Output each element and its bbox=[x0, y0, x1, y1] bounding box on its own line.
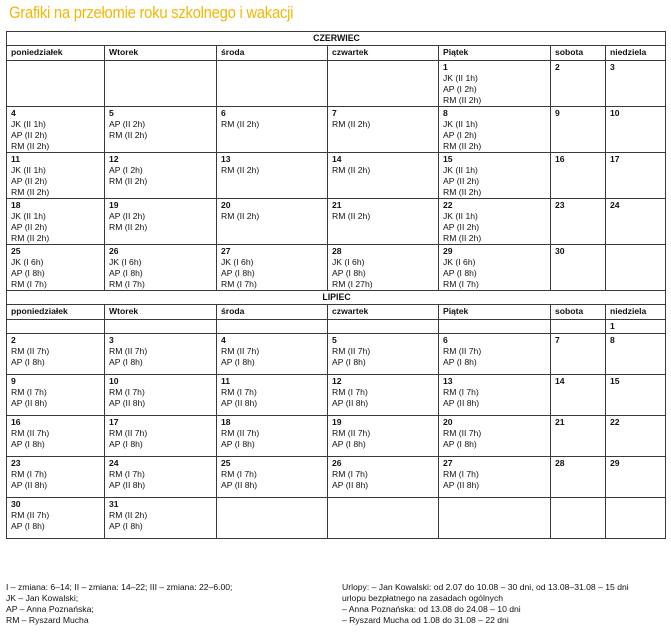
day-cell bbox=[606, 245, 666, 291]
shift-entry: RM (I 7h) bbox=[109, 279, 145, 289]
weekday-header: czwartek bbox=[328, 305, 439, 320]
day-cell bbox=[7, 334, 105, 375]
day-number: 8 bbox=[610, 335, 615, 345]
day-cell bbox=[439, 498, 551, 539]
day-cell bbox=[551, 199, 606, 245]
day-number: 9 bbox=[11, 376, 16, 386]
shift-entry: RM (I 7h) bbox=[109, 387, 145, 397]
shift-entry: AP (II 2h) bbox=[109, 211, 146, 221]
day-cell bbox=[328, 334, 439, 375]
weekday-header: Wtorek bbox=[105, 305, 217, 320]
shift-entry: RM (II 2h) bbox=[11, 187, 50, 197]
day-number: 22 bbox=[610, 417, 620, 427]
week-row bbox=[7, 457, 666, 498]
shift-entry: AP (I 8h) bbox=[443, 439, 477, 449]
day-cell bbox=[551, 457, 606, 498]
shift-entry: AP (I 8h) bbox=[443, 357, 477, 367]
shift-entry: RM (I 7h) bbox=[443, 387, 479, 397]
day-cell bbox=[7, 320, 105, 334]
day-number: 27 bbox=[221, 246, 231, 256]
shift-entry: RM (II 7h) bbox=[109, 428, 148, 438]
day-cell bbox=[606, 416, 666, 457]
day-number: 19 bbox=[109, 200, 119, 210]
day-number: 1 bbox=[443, 62, 448, 72]
shift-entry: AP (I 8h) bbox=[443, 268, 477, 278]
day-cell bbox=[7, 498, 105, 539]
day-number: 24 bbox=[109, 458, 119, 468]
shift-entry: AP (I 8h) bbox=[221, 357, 255, 367]
day-cell bbox=[105, 199, 217, 245]
shift-entry: JK (I 6h) bbox=[443, 257, 476, 267]
shift-entry: AP (I 2h) bbox=[443, 130, 477, 140]
shift-entry: AP (II 2h) bbox=[11, 222, 48, 232]
day-number: 6 bbox=[221, 108, 226, 118]
legend-line: JK – Jan Kowalski; bbox=[6, 593, 79, 603]
shift-entry: AP (I 8h) bbox=[109, 357, 143, 367]
day-cell bbox=[7, 375, 105, 416]
day-number: 13 bbox=[443, 376, 453, 386]
shift-entry: JK (II 1h) bbox=[443, 119, 478, 129]
shift-entry: RM (I 7h) bbox=[332, 387, 368, 397]
day-number: 17 bbox=[610, 154, 620, 164]
shift-entry: RM (I 7h) bbox=[221, 279, 257, 289]
day-number: 29 bbox=[610, 458, 620, 468]
day-cell bbox=[105, 153, 217, 199]
week-row bbox=[7, 416, 666, 457]
shift-entry: AP (I 8h) bbox=[11, 521, 45, 531]
shift-entry: AP (I 2h) bbox=[443, 84, 477, 94]
shift-entry: JK (II 1h) bbox=[443, 73, 478, 83]
week-row bbox=[7, 199, 666, 245]
day-number: 9 bbox=[555, 108, 560, 118]
month-title: LIPIEC bbox=[7, 291, 666, 305]
day-cell bbox=[439, 61, 551, 107]
day-cell bbox=[439, 334, 551, 375]
day-cell bbox=[217, 245, 328, 291]
shift-entry: RM (II 2h) bbox=[109, 222, 148, 232]
day-number: 7 bbox=[555, 335, 560, 345]
day-number: 20 bbox=[443, 417, 453, 427]
day-cell bbox=[7, 153, 105, 199]
day-number: 31 bbox=[109, 499, 119, 509]
shift-entry: RM (II 2h) bbox=[443, 233, 482, 243]
day-cell bbox=[551, 334, 606, 375]
day-number: 15 bbox=[443, 154, 453, 164]
shift-entry: AP (I 8h) bbox=[221, 268, 255, 278]
shift-entry: RM (II 2h) bbox=[443, 141, 482, 151]
day-cell bbox=[328, 153, 439, 199]
day-cell bbox=[217, 153, 328, 199]
day-cell bbox=[551, 61, 606, 107]
day-cell bbox=[551, 375, 606, 416]
day-cell bbox=[7, 416, 105, 457]
day-cell bbox=[606, 320, 666, 334]
day-number: 16 bbox=[11, 417, 21, 427]
legend-line: RM – Ryszard Mucha bbox=[6, 615, 89, 625]
day-number: 11 bbox=[221, 376, 231, 386]
day-number: 24 bbox=[610, 200, 620, 210]
weekday-header: sobota bbox=[551, 46, 606, 61]
day-cell bbox=[105, 416, 217, 457]
week-row bbox=[7, 334, 666, 375]
day-number: 14 bbox=[332, 154, 342, 164]
day-cell bbox=[328, 375, 439, 416]
day-number: 14 bbox=[555, 376, 565, 386]
shift-entry: RM (II 7h) bbox=[109, 346, 148, 356]
day-number: 4 bbox=[11, 108, 16, 118]
day-number: 10 bbox=[610, 108, 620, 118]
shift-entry: AP (I 2h) bbox=[109, 165, 143, 175]
day-cell bbox=[105, 457, 217, 498]
day-cell bbox=[439, 320, 551, 334]
day-number: 25 bbox=[11, 246, 21, 256]
day-cell bbox=[217, 416, 328, 457]
day-cell bbox=[217, 320, 328, 334]
shift-entry: RM (II 2h) bbox=[332, 165, 371, 175]
day-cell bbox=[606, 334, 666, 375]
shift-entry: RM (II 7h) bbox=[332, 428, 371, 438]
day-cell bbox=[551, 498, 606, 539]
day-cell bbox=[439, 199, 551, 245]
page-title: Grafiki na przełomie roku szkolnego i wakacji bbox=[9, 4, 294, 22]
shift-entry: RM (II 2h) bbox=[221, 211, 260, 221]
month-title: CZERWIEC bbox=[7, 32, 666, 46]
weekday-header: Piątek bbox=[439, 305, 551, 320]
shift-entry: RM (II 2h) bbox=[11, 141, 50, 151]
shift-entry: RM (II 2h) bbox=[11, 233, 50, 243]
weekday-header: niedziela bbox=[606, 46, 666, 61]
day-number: 1 bbox=[610, 321, 615, 331]
day-number: 19 bbox=[332, 417, 342, 427]
day-number: 22 bbox=[443, 200, 453, 210]
shift-entry: JK (II 1h) bbox=[11, 119, 46, 129]
day-number: 7 bbox=[332, 108, 337, 118]
shift-entry: AP (II 2h) bbox=[443, 176, 480, 186]
shift-entry: AP (I 8h) bbox=[11, 439, 45, 449]
day-cell bbox=[217, 61, 328, 107]
week-row bbox=[7, 498, 666, 539]
day-cell bbox=[551, 416, 606, 457]
shift-entry: AP (II 2h) bbox=[11, 176, 48, 186]
leave-line: – Anna Poznańska: od 13.08 do 24.08 – 10 dni bbox=[342, 604, 521, 614]
weekday-header: Piątek bbox=[439, 46, 551, 61]
day-cell bbox=[606, 153, 666, 199]
shift-entry: RM (I 7h) bbox=[221, 387, 257, 397]
leave-line: urlopu bezpłatnego na zasadach ogólnych bbox=[342, 593, 504, 603]
weekday-header: sobota bbox=[551, 305, 606, 320]
day-number: 21 bbox=[332, 200, 342, 210]
weekday-header: czwartek bbox=[328, 46, 439, 61]
shift-entry: RM (II 7h) bbox=[221, 346, 260, 356]
shift-entry: AP (II 8h) bbox=[443, 480, 480, 490]
day-number: 21 bbox=[555, 417, 565, 427]
day-number: 11 bbox=[11, 154, 21, 164]
day-cell bbox=[439, 107, 551, 153]
day-number: 30 bbox=[555, 246, 565, 256]
day-number: 5 bbox=[332, 335, 337, 345]
day-cell bbox=[105, 334, 217, 375]
shift-entry: AP (I 8h) bbox=[332, 357, 366, 367]
shift-entry: AP (II 8h) bbox=[109, 480, 146, 490]
shift-entry: AP (II 8h) bbox=[11, 480, 48, 490]
day-cell bbox=[328, 245, 439, 291]
shift-entry: RM (I 7h) bbox=[221, 469, 257, 479]
day-number: 25 bbox=[221, 458, 231, 468]
day-number: 10 bbox=[109, 376, 119, 386]
day-number: 26 bbox=[332, 458, 342, 468]
shift-entry: AP (I 8h) bbox=[332, 439, 366, 449]
shift-entry: JK (II 1h) bbox=[443, 165, 478, 175]
day-cell bbox=[7, 107, 105, 153]
shift-entry: RM (II 2h) bbox=[332, 119, 371, 129]
shift-entry: AP (I 8h) bbox=[11, 268, 45, 278]
day-cell bbox=[217, 457, 328, 498]
shift-entry: RM (II 2h) bbox=[109, 130, 148, 140]
day-number: 30 bbox=[11, 499, 21, 509]
shift-entry: AP (II 2h) bbox=[11, 130, 48, 140]
legend-line: AP – Anna Poznańska; bbox=[6, 604, 94, 614]
day-number: 18 bbox=[221, 417, 231, 427]
day-number: 8 bbox=[443, 108, 448, 118]
week-row bbox=[7, 320, 666, 334]
shift-entry: AP (II 2h) bbox=[443, 222, 480, 232]
day-number: 23 bbox=[555, 200, 565, 210]
day-cell bbox=[439, 416, 551, 457]
shift-entry: RM (II 7h) bbox=[11, 510, 50, 520]
shift-entry: RM (I 7h) bbox=[332, 469, 368, 479]
day-cell bbox=[328, 107, 439, 153]
day-number: 5 bbox=[109, 108, 114, 118]
week-row bbox=[7, 245, 666, 291]
day-number: 27 bbox=[443, 458, 453, 468]
shift-entry: RM (II 7h) bbox=[443, 346, 482, 356]
shift-entry: JK (II 1h) bbox=[443, 211, 478, 221]
day-cell bbox=[217, 107, 328, 153]
shift-entry: AP (I 8h) bbox=[221, 439, 255, 449]
weekday-header: środa bbox=[217, 46, 328, 61]
shift-entry: AP (I 8h) bbox=[109, 439, 143, 449]
day-number: 15 bbox=[610, 376, 620, 386]
shift-entry: RM (I 7h) bbox=[11, 469, 47, 479]
day-cell bbox=[328, 457, 439, 498]
day-cell bbox=[439, 245, 551, 291]
day-cell bbox=[551, 153, 606, 199]
weekday-header: niedziela bbox=[606, 305, 666, 320]
day-cell bbox=[551, 245, 606, 291]
day-cell bbox=[551, 320, 606, 334]
day-number: 2 bbox=[11, 335, 16, 345]
day-cell bbox=[7, 245, 105, 291]
shift-entry: RM (I 7h) bbox=[443, 279, 479, 289]
day-number: 6 bbox=[443, 335, 448, 345]
shift-entry: AP (II 8h) bbox=[109, 398, 146, 408]
day-number: 28 bbox=[555, 458, 565, 468]
day-cell bbox=[105, 375, 217, 416]
shift-entry: AP (I 8h) bbox=[11, 357, 45, 367]
shift-legend bbox=[6, 582, 232, 626]
shift-entry: JK (I 6h) bbox=[332, 257, 365, 267]
legend-line: I – zmiana: 6–14; II – zmiana: 14–22; III – zmiana: 22–6.00; bbox=[6, 582, 233, 592]
day-cell bbox=[606, 498, 666, 539]
week-row bbox=[7, 375, 666, 416]
weekday-header: pponiedziałek bbox=[7, 305, 105, 320]
day-number: 18 bbox=[11, 200, 21, 210]
day-cell bbox=[328, 416, 439, 457]
shift-entry: JK (I 6h) bbox=[109, 257, 142, 267]
day-cell bbox=[606, 199, 666, 245]
shift-entry: AP (II 8h) bbox=[332, 480, 369, 490]
day-number: 13 bbox=[221, 154, 231, 164]
day-cell bbox=[606, 107, 666, 153]
day-cell bbox=[439, 457, 551, 498]
day-cell bbox=[7, 61, 105, 107]
shift-entry: RM (II 7h) bbox=[11, 346, 50, 356]
week-row bbox=[7, 107, 666, 153]
weekday-header: Wtorek bbox=[105, 46, 217, 61]
day-number: 12 bbox=[109, 154, 119, 164]
schedule-body bbox=[7, 32, 666, 539]
shift-entry: RM (I 7h) bbox=[11, 279, 47, 289]
leave-line: – Ryszard Mucha od 1.08 do 31.08 – 22 dni bbox=[342, 615, 509, 625]
day-number: 16 bbox=[555, 154, 565, 164]
day-number: 3 bbox=[109, 335, 114, 345]
shift-entry: AP (II 8h) bbox=[221, 398, 258, 408]
day-cell bbox=[217, 498, 328, 539]
shift-entry: RM (I 7h) bbox=[443, 469, 479, 479]
day-number: 23 bbox=[11, 458, 21, 468]
day-cell bbox=[439, 375, 551, 416]
day-cell bbox=[606, 375, 666, 416]
day-number: 4 bbox=[221, 335, 226, 345]
shift-entry: RM (II 2h) bbox=[109, 176, 148, 186]
day-cell bbox=[217, 375, 328, 416]
shift-entry: AP (II 8h) bbox=[332, 398, 369, 408]
shift-entry: AP (I 8h) bbox=[109, 521, 143, 531]
day-cell bbox=[7, 457, 105, 498]
shift-entry: RM (II 2h) bbox=[443, 95, 482, 105]
day-cell bbox=[105, 61, 217, 107]
day-number: 12 bbox=[332, 376, 342, 386]
shift-entry: RM (II 7h) bbox=[332, 346, 371, 356]
day-cell bbox=[7, 199, 105, 245]
shift-entry: RM (II 2h) bbox=[332, 211, 371, 221]
week-row bbox=[7, 61, 666, 107]
day-cell bbox=[105, 245, 217, 291]
shift-entry: RM (II 2h) bbox=[221, 119, 260, 129]
day-cell bbox=[328, 61, 439, 107]
day-number: 26 bbox=[109, 246, 119, 256]
shift-entry: AP (II 2h) bbox=[109, 119, 146, 129]
shift-entry: RM (II 2h) bbox=[109, 510, 148, 520]
shift-entry: RM (I 7h) bbox=[11, 387, 47, 397]
shift-entry: JK (II 1h) bbox=[11, 165, 46, 175]
shift-entry: RM (II 7h) bbox=[443, 428, 482, 438]
day-number: 28 bbox=[332, 246, 342, 256]
day-cell bbox=[606, 61, 666, 107]
shift-entry: RM (II 7h) bbox=[11, 428, 50, 438]
shift-entry: RM (I 7h) bbox=[109, 469, 145, 479]
day-cell bbox=[328, 498, 439, 539]
schedule-table bbox=[6, 31, 666, 539]
week-row bbox=[7, 153, 666, 199]
day-cell bbox=[606, 457, 666, 498]
shift-entry: RM (II 2h) bbox=[443, 187, 482, 197]
weekday-header: poniedziałek bbox=[7, 46, 105, 61]
shift-entry: AP (II 8h) bbox=[11, 398, 48, 408]
weekday-header: środa bbox=[217, 305, 328, 320]
day-cell bbox=[551, 107, 606, 153]
vacation-notes bbox=[342, 582, 629, 626]
day-number: 29 bbox=[443, 246, 453, 256]
day-cell bbox=[105, 498, 217, 539]
day-cell bbox=[328, 320, 439, 334]
day-number: 17 bbox=[109, 417, 119, 427]
shift-entry: AP (I 8h) bbox=[109, 268, 143, 278]
shift-entry: AP (II 8h) bbox=[221, 480, 258, 490]
shift-entry: JK (II 1h) bbox=[11, 211, 46, 221]
shift-entry: JK (I 6h) bbox=[11, 257, 44, 267]
day-cell bbox=[439, 153, 551, 199]
shift-entry: RM (II 2h) bbox=[221, 165, 260, 175]
shift-entry: RM (I 27h) bbox=[332, 279, 373, 289]
shift-entry: JK (I 6h) bbox=[221, 257, 254, 267]
shift-entry: AP (II 8h) bbox=[443, 398, 480, 408]
day-cell bbox=[105, 320, 217, 334]
day-cell bbox=[217, 334, 328, 375]
day-cell bbox=[105, 107, 217, 153]
shift-entry: RM (II 7h) bbox=[221, 428, 260, 438]
leave-line: Urlopy: – Jan Kowalski: od 2.07 do 10.08 – 30 dni, od 13.08–31.08 – 15 dni bbox=[342, 582, 629, 592]
day-number: 2 bbox=[555, 62, 560, 72]
shift-entry: AP (I 8h) bbox=[332, 268, 366, 278]
day-cell bbox=[217, 199, 328, 245]
day-number: 3 bbox=[610, 62, 615, 72]
day-cell bbox=[328, 199, 439, 245]
day-number: 20 bbox=[221, 200, 231, 210]
